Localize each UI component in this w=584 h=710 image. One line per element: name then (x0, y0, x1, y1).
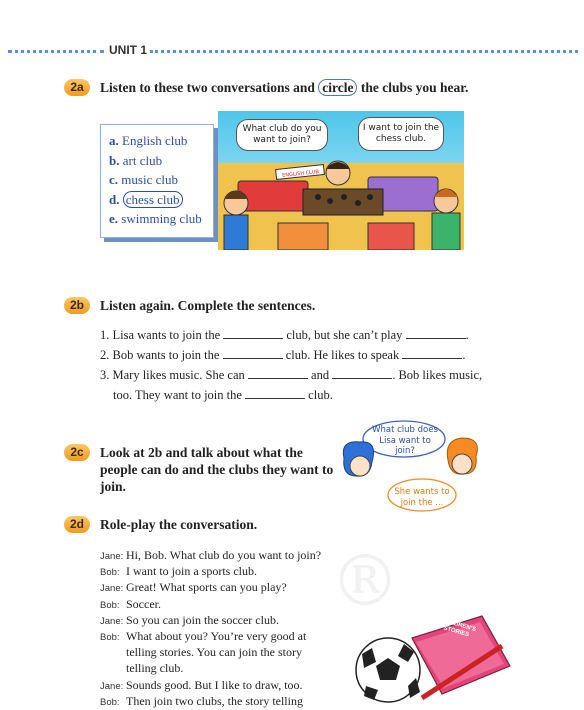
fill-in-sentences (100, 328, 482, 408)
club-option[interactable]: b. art club (109, 152, 163, 168)
answer-blank[interactable] (223, 348, 283, 359)
dialog-line: Jane: Sounds good. But I like to draw, too. (100, 677, 303, 692)
club-options-box (100, 124, 214, 238)
badge-2d: 2d (64, 516, 90, 533)
dialog-line: telling stories. You can join the story (126, 645, 302, 660)
sentence-4: too. They want to join the club. (113, 388, 333, 402)
unit-divider-right (150, 50, 578, 53)
answer-blank[interactable] (248, 368, 308, 379)
badge-2c: 2c (64, 444, 90, 461)
answer-blank[interactable] (332, 368, 392, 379)
badge-2a: 2a (64, 79, 90, 96)
dialog-line: Jane: Great! What sports can you play? (100, 580, 287, 595)
book-title: CHILDREN’S STORIES (439, 617, 477, 639)
dialog-line: Jane: So you can join the soccer club. (100, 612, 279, 627)
watermark-mark: ® (330, 540, 400, 622)
answer-blank[interactable] (223, 328, 283, 339)
speech-bubble-left: What club do you want to join? (236, 119, 328, 151)
heading-2a (100, 79, 468, 96)
answer-blank[interactable] (245, 388, 305, 399)
dialog-line: telling club. (126, 661, 184, 676)
dialog-line: Bob: I want to join a sports club. (100, 564, 257, 579)
speech-bubble-orange: She wants to join the ... (394, 487, 450, 508)
speech-bubble-right: I want to join the chess club. (358, 117, 444, 151)
circled-word: circle (318, 79, 357, 96)
circled-answer: chess club (123, 191, 183, 208)
heading-2d: Role-play the conversation. (100, 517, 258, 532)
unit-label: UNIT 1 (106, 43, 150, 57)
dialog-line: Bob: What about you? You’re very good at (100, 628, 307, 643)
dialog-line: Bob: Soccer. (100, 596, 161, 611)
english-club-sign: ENGLISH CLUB (281, 169, 320, 179)
sentence-3: 3. Mary likes music. She can and . Bob likes music, (100, 368, 483, 382)
club-fair-illustration (218, 111, 464, 250)
badge-2b: 2b (64, 297, 90, 314)
club-option[interactable]: e. swimming club (109, 211, 202, 226)
sentence-1: 1. Lisa wants to join the club, but she can’t play . (100, 328, 469, 342)
club-option[interactable]: a. English club (109, 133, 188, 148)
heading-2a-part1: Listen to these two conversations and (100, 80, 319, 95)
club-option[interactable]: c. music club (109, 172, 178, 187)
sentence-2: 2. Bob wants to join the club. He likes to speak . (100, 348, 466, 362)
answer-blank[interactable] (402, 348, 462, 359)
dialog-line: Jane: Hi, Bob. What club do you want to join? (100, 548, 322, 562)
dialog-line: Bob: Then join two clubs, the story telling (100, 693, 303, 708)
role-play-dialog (100, 548, 321, 710)
answer-blank[interactable] (406, 328, 466, 339)
heading-2b: Listen again. Complete the sentences. (100, 298, 316, 313)
heading-2c: Look at 2b and talk about what the people can do and the clubs they want to join. (100, 445, 334, 494)
speech-bubble-blue: What club does Lisa want to join? (372, 425, 438, 456)
unit-divider-left (8, 50, 104, 53)
heading-2a-part2: the clubs you hear. (357, 80, 469, 95)
club-option[interactable]: d. chess club (109, 192, 213, 212)
